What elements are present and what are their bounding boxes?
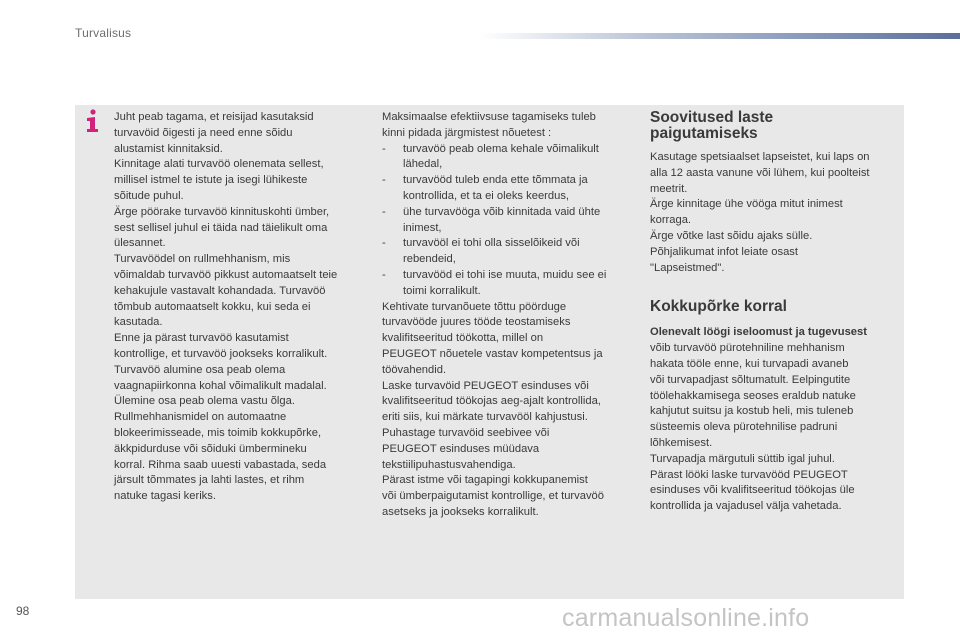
text-line: meetrit. [650, 182, 688, 195]
text-line: esinduses või kvalifitseeritud töökojas üle [650, 484, 855, 497]
child-placement-text [650, 150, 900, 276]
info-icon [85, 109, 99, 133]
text-line: lõhkemisest. [650, 436, 713, 449]
text-line: eriti siis, kui märkate turvavööl kahjustusi. [382, 411, 588, 424]
text-line: kehakujule vastavalt kohandada. Turvavöö [114, 284, 326, 297]
text-line: kinni pidada järgmistest nõuetest : [382, 126, 552, 139]
text-line: töövahendid. [382, 363, 447, 376]
text-line: kvalifitseeritud töökojas aeg-ajalt kontrollida, [382, 395, 601, 408]
text-line: natuke tagasi keriks. [114, 490, 216, 503]
maintenance-text [382, 300, 632, 521]
text-line: Maksimaalse efektiivsuse tagamiseks tuleb [382, 111, 596, 123]
text-line: sest sellisel juhul ei täida nad täielikult oma [114, 221, 328, 234]
text-line: korraga. [650, 214, 692, 227]
text-line: äkkpidurduse või sõiduki ümbermineku [114, 442, 307, 455]
text-line: alustamist kinnitaksid. [114, 142, 223, 155]
text-line: kahjutut suitsu ja kostub heli, mis tuleneb [650, 405, 854, 418]
text-line: Laske turvavöid PEUGEOT esinduses või [382, 379, 589, 392]
text-line: kontrollige, et turvavöö jookseks korralikult. [114, 347, 328, 360]
text-line: võimaldab turvavöö pikkust automaatselt teie [114, 268, 338, 281]
text-line: Pärast lööki laske turvavööd PEUGEOT [650, 468, 848, 481]
text-line: Turvavöödel on rullmehhanism, mis [114, 253, 291, 266]
section-title: Turvalisus [75, 26, 132, 40]
text-line: sõitude puhul. [114, 189, 184, 202]
heading-collision: Kokkupõrke korral [650, 298, 787, 316]
text-line: PEUGEOT esinduses müüdava [382, 442, 540, 455]
text-line: Enne ja pärast turvavöö kasutamist [114, 332, 289, 345]
text-line: kasutada. [114, 316, 163, 329]
column-seatbelt-info [114, 110, 364, 505]
text-line: turvavööde juures tööde teostamiseks [382, 316, 571, 329]
text-line: tekstiilipuhastusvahendiga. [382, 458, 516, 471]
text-line: Kinnitage alati turvavöö olenemata sellest, [114, 158, 324, 171]
text-line: või turvapadjast sõltumatult. Eelpingutite [650, 373, 851, 386]
collision-text [650, 341, 900, 515]
text-line: korral. Rihma saab uuesti vabastada, seda [114, 458, 327, 471]
text-line: blokeerimisseade, mis toimib kokkupõrke, [114, 426, 322, 439]
text-line: Põhjalikumat infot leiate osast [650, 245, 799, 258]
heading-child-placement: Soovitused laste paigutamiseks [650, 109, 774, 142]
text-line: Ärge kinnitage ühe vööga mitut inimest [650, 198, 843, 211]
text-line: Turvapadja märgutuli süttib igal juhul. [650, 452, 835, 465]
header-gradient-bar [480, 33, 960, 39]
page-number: 98 [16, 604, 30, 618]
requirement-item: - turvavööd ei tohi ise muuta, muidu see ei toimi korralikult. [382, 268, 632, 300]
text-line: Pärast istme või tagapingi kokkupanemist [382, 474, 588, 487]
requirements-list [382, 142, 632, 300]
text-line: Kehtivate turvanõuete tõttu pöörduge [382, 300, 567, 313]
text-line: kontrollida ja vajadusel välja vahetada. [650, 500, 842, 513]
text-line: Puhastage turvavöid seebivee või [382, 426, 550, 439]
text-line: Ülemine osa peab olema vastu õlga. [114, 395, 295, 408]
text-line: tõmbub automaatselt kokku, kui seda ei [114, 300, 311, 313]
requirements-intro [382, 110, 632, 142]
requirement-item: - turvavöö peab olema kehale võimalikult lähedal, [382, 142, 632, 174]
collision-subheading: Olenevalt löögi iseloomust ja tugevusest [650, 326, 867, 339]
watermark: carmanualsonline.info [562, 604, 810, 632]
text-line: järsult tõmmates ja lahti lastes, et rihm [114, 474, 305, 487]
text-line: kvalifitseeritud töökotta, millel on [382, 332, 544, 345]
text-line: "Lapseistmed". [650, 261, 725, 274]
text-line: millisel istmel te istute ja isegi lühikeste [114, 174, 308, 187]
requirement-item: - turvavööd tuleb enda ette tõmmata ja kontrollida, et ta ei oleks keerdus, [382, 173, 632, 205]
text-line: turvavöid õigesti ja need enne sõidu [114, 126, 293, 139]
text-line: PEUGEOT nõuetele vastav kompetentsus ja [382, 347, 603, 360]
text-line: töölehakkamisega seoses eraldub natuke [650, 389, 856, 402]
text-line: Rullmehhanismidel on automaatne [114, 411, 287, 424]
text-line: Turvavöö alumine osa peab olema [114, 363, 286, 376]
text-line: alla 12 aasta vanune või lühem, kui poolteist [650, 166, 870, 179]
text-line: võib turvavöö pürotehniline mehhanism [650, 342, 845, 355]
text-line: Ärge võtke last sõidu ajaks sülle. [650, 229, 813, 242]
text-line: või ümberpaigutamist kontrollige, et turvavöö [382, 490, 604, 503]
text-line: Kasutage spetsiaalset lapseistet, kui laps on [650, 151, 870, 163]
text-line: asetseks ja jookseks korralikult. [382, 505, 539, 518]
text-line: Ärge pöörake turvavöö kinnituskohti ümber, [114, 205, 330, 218]
text-line: Juht peab tagama, et reisijad kasutaksid [114, 111, 314, 123]
text-line: hakata tööle enne, kui turvapadi avaneb [650, 357, 849, 370]
requirement-item: - ühe turvavööga võib kinnitada vaid ühte inimest, [382, 205, 632, 237]
requirement-item: - turvavööl ei tohi olla sisselõikeid või rebendeid, [382, 236, 632, 268]
column-requirements [382, 110, 632, 521]
text-line: ülesannet. [114, 237, 166, 250]
text-line: süsteemis oleva pürotehnilise padruni [650, 421, 838, 434]
column-children-and-collision [650, 110, 900, 515]
text-line: vaagnapiirkonna kohal võimalikult madalal. [114, 379, 327, 392]
